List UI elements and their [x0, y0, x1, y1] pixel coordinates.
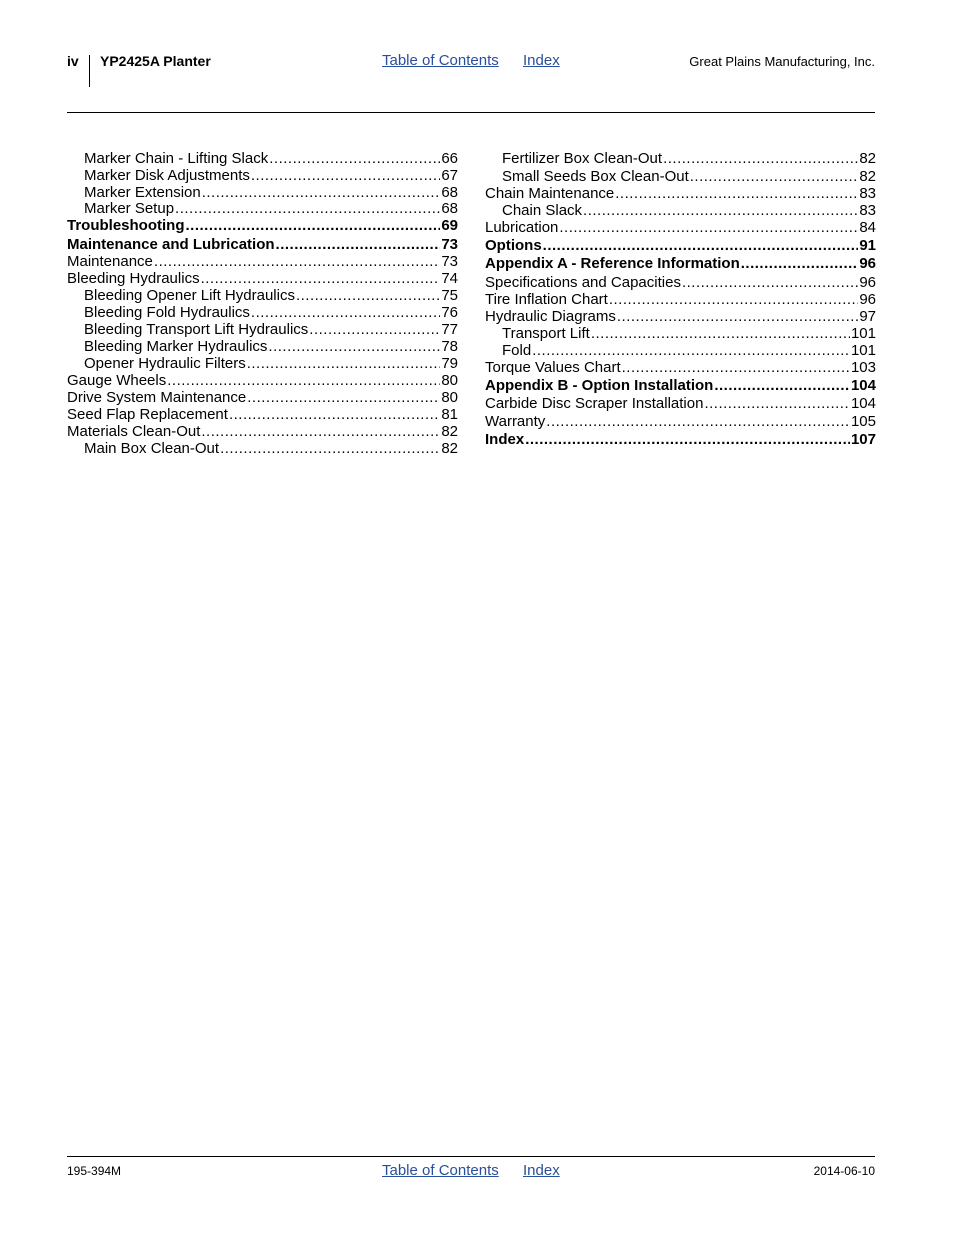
toc-entry-title: Chain Slack	[502, 202, 583, 219]
dot-leader	[525, 431, 850, 448]
dot-leader	[609, 291, 858, 308]
toc-entry-title: Troubleshooting	[67, 217, 185, 234]
toc-entry-title: Bleeding Opener Lift Hydraulics	[84, 287, 295, 304]
toc-entry-page: 81	[441, 406, 458, 423]
dot-leader	[663, 150, 858, 167]
toc-entry-page: 82	[441, 423, 458, 440]
toc-entry-page: 101	[850, 342, 876, 359]
toc-entry[interactable]	[485, 237, 876, 255]
toc-entry-title: Materials Clean-Out	[67, 423, 201, 440]
toc-entry[interactable]	[67, 321, 458, 338]
toc-entry-title: Hydraulic Diagrams	[485, 308, 616, 325]
footer-index-link[interactable]: Index	[523, 1162, 560, 1179]
toc-entry-title: Marker Disk Adjustments	[84, 167, 250, 184]
dot-leader	[220, 440, 440, 457]
toc-entry-page: 80	[441, 372, 458, 389]
toc-entry-title: Fold	[502, 342, 532, 359]
toc-entry[interactable]	[485, 168, 876, 185]
dot-leader	[175, 200, 440, 217]
toc-entry-page: 104	[850, 395, 876, 412]
dot-leader	[201, 423, 440, 440]
toc-entry[interactable]	[67, 150, 458, 167]
toc-entry[interactable]	[485, 359, 876, 377]
toc-entry[interactable]	[485, 255, 876, 274]
dot-leader	[201, 270, 441, 287]
toc-entry-page: 101	[850, 325, 876, 342]
toc-entry-title: Bleeding Transport Lift Hydraulics	[84, 321, 309, 338]
toc-entry[interactable]	[485, 413, 876, 431]
toc-entry[interactable]	[485, 291, 876, 308]
toc-entry-page: 76	[441, 304, 458, 321]
toc-entry-page: 103	[850, 359, 876, 376]
dot-leader	[251, 167, 440, 184]
toc-entry[interactable]	[67, 270, 458, 287]
dot-leader	[622, 359, 850, 376]
toc-entry-title: Warranty	[485, 413, 546, 430]
toc-entry[interactable]	[67, 236, 458, 253]
toc-entry-title: Marker Setup	[84, 200, 175, 217]
toc-entry-title: Chain Maintenance	[485, 185, 615, 202]
toc-entry-title: Bleeding Hydraulics	[67, 270, 200, 287]
toc-entry-page: 68	[441, 184, 458, 201]
dot-leader	[546, 413, 850, 430]
toc-entry[interactable]	[67, 287, 458, 304]
toc-entry-title: Tire Inflation Chart	[485, 291, 608, 308]
toc-entry-title: Maintenance	[67, 253, 153, 270]
toc-entry-page: 67	[441, 167, 458, 184]
toc-entry[interactable]	[67, 200, 458, 217]
toc-entry[interactable]	[485, 377, 876, 395]
page-number: iv	[67, 53, 79, 69]
toc-entry-page: 69	[441, 217, 458, 234]
toc-entry-page: 96	[859, 274, 876, 291]
toc-entry-page: 66	[441, 150, 458, 167]
dot-leader	[615, 185, 858, 202]
toc-entry[interactable]	[485, 308, 876, 325]
dot-leader	[296, 287, 440, 304]
toc-entry-page: 96	[859, 255, 876, 272]
toc-entry-title: Torque Values Chart	[485, 359, 621, 376]
toc-entry-page: 96	[859, 291, 876, 308]
dot-leader	[583, 202, 858, 219]
toc-entry[interactable]	[485, 431, 876, 449]
toc-entry-page: 82	[859, 150, 876, 167]
toc-entry-page: 97	[859, 308, 876, 325]
toc-entry-page: 105	[850, 413, 876, 430]
toc-entry-page: 73	[441, 236, 458, 253]
dot-leader	[714, 377, 850, 394]
toc-entry-title: Carbide Disc Scraper Installation	[485, 395, 704, 412]
dot-leader	[251, 304, 440, 321]
dot-leader	[532, 342, 850, 359]
dot-leader	[186, 217, 441, 234]
dot-leader	[269, 150, 440, 167]
toc-entry[interactable]	[485, 274, 876, 291]
dot-leader	[617, 308, 858, 325]
dot-leader	[682, 274, 858, 291]
toc-entry-page: 80	[441, 389, 458, 406]
toc-entry-page: 78	[441, 338, 458, 355]
toc-entry-page: 68	[441, 200, 458, 217]
dot-leader	[559, 219, 858, 236]
toc-entry[interactable]	[67, 440, 458, 457]
toc-entry-title: Main Box Clean-Out	[84, 440, 220, 457]
dot-leader	[309, 321, 440, 338]
header-toc-link[interactable]: Table of Contents	[382, 52, 499, 69]
dot-leader	[591, 325, 850, 342]
toc-entry[interactable]	[485, 325, 876, 342]
toc-entry[interactable]	[67, 355, 458, 372]
header-index-link[interactable]: Index	[523, 52, 560, 69]
document-title: YP2425A Planter	[100, 53, 211, 69]
toc-entry-title: Marker Extension	[84, 184, 201, 201]
toc-entry[interactable]	[67, 167, 458, 184]
toc-entry[interactable]	[67, 304, 458, 321]
toc-entry[interactable]	[485, 150, 876, 168]
toc-entry[interactable]	[485, 395, 876, 413]
header-rule	[67, 112, 875, 113]
toc-entry-page: 84	[859, 219, 876, 236]
toc-entry-title: Bleeding Fold Hydraulics	[84, 304, 250, 321]
dot-leader	[154, 253, 440, 270]
toc-entry-page: 77	[441, 321, 458, 338]
doc-number: 195-394M	[67, 1164, 122, 1178]
toc-entry[interactable]	[67, 338, 458, 355]
dot-leader	[276, 236, 441, 253]
toc-entry-page: 79	[441, 355, 458, 372]
dot-leader	[543, 237, 859, 254]
toc-entry-page: 74	[441, 270, 458, 287]
toc-entry[interactable]	[485, 185, 876, 202]
dot-leader	[247, 355, 441, 372]
dot-leader	[690, 168, 859, 185]
toc-entry-title: Maintenance and Lubrication	[67, 236, 275, 253]
toc-entry-title: Bleeding Marker Hydraulics	[84, 338, 268, 355]
dot-leader	[704, 395, 850, 412]
dot-leader	[741, 255, 859, 272]
toc-entry[interactable]	[67, 217, 458, 236]
doc-date: 2014-06-10	[813, 1164, 875, 1178]
toc-entry-title: Gauge Wheels	[67, 372, 167, 389]
dot-leader	[268, 338, 440, 355]
toc-entry[interactable]	[67, 372, 458, 389]
toc-entry-title: Drive System Maintenance	[67, 389, 247, 406]
dot-leader	[202, 184, 441, 201]
toc-entry-title: Seed Flap Replacement	[67, 406, 228, 423]
toc-entry-page: 91	[859, 237, 876, 254]
toc-entry-page: 73	[441, 253, 458, 270]
toc-entry-title: Small Seeds Box Clean-Out	[502, 168, 689, 185]
toc-entry-title: Transport Lift	[502, 325, 590, 342]
toc-left-column	[67, 150, 458, 457]
dot-leader	[229, 406, 440, 423]
toc-entry-title: Appendix B - Option Installation	[485, 377, 714, 394]
toc-entry[interactable]	[485, 219, 876, 237]
toc-entry-page: 104	[850, 377, 876, 394]
toc-entry-title: Options	[485, 237, 542, 254]
toc-entry[interactable]	[67, 423, 458, 440]
toc-entry-title: Marker Chain - Lifting Slack	[84, 150, 269, 167]
toc-entry[interactable]	[67, 184, 458, 200]
toc-right-column	[485, 150, 876, 449]
toc-entry-page: 83	[859, 202, 876, 219]
dot-leader	[167, 372, 440, 389]
toc-entry[interactable]	[67, 406, 458, 423]
toc-entry-title: Index	[485, 431, 525, 448]
toc-entry-title: Appendix A - Reference Information	[485, 255, 740, 272]
company-name: Great Plains Manufacturing, Inc.	[689, 54, 875, 69]
toc-entry-page: 83	[859, 185, 876, 202]
toc-entry[interactable]	[67, 389, 458, 406]
toc-entry[interactable]	[67, 253, 458, 270]
header-divider	[89, 55, 90, 87]
toc-entry[interactable]	[485, 202, 876, 219]
toc-entry-page: 75	[441, 287, 458, 304]
dot-leader	[247, 389, 440, 406]
toc-entry-title: Opener Hydraulic Filters	[84, 355, 246, 372]
footer-rule	[67, 1156, 875, 1157]
footer-toc-link[interactable]: Table of Contents	[382, 1162, 499, 1179]
toc-entry-title: Lubrication	[485, 219, 559, 236]
toc-entry-title: Specifications and Capacities	[485, 274, 681, 291]
toc-entry-page: 82	[859, 168, 876, 185]
toc-entry[interactable]	[485, 342, 876, 359]
toc-entry-page: 107	[850, 431, 876, 448]
toc-entry-title: Fertilizer Box Clean-Out	[502, 150, 663, 167]
toc-entry-page: 82	[441, 440, 458, 457]
